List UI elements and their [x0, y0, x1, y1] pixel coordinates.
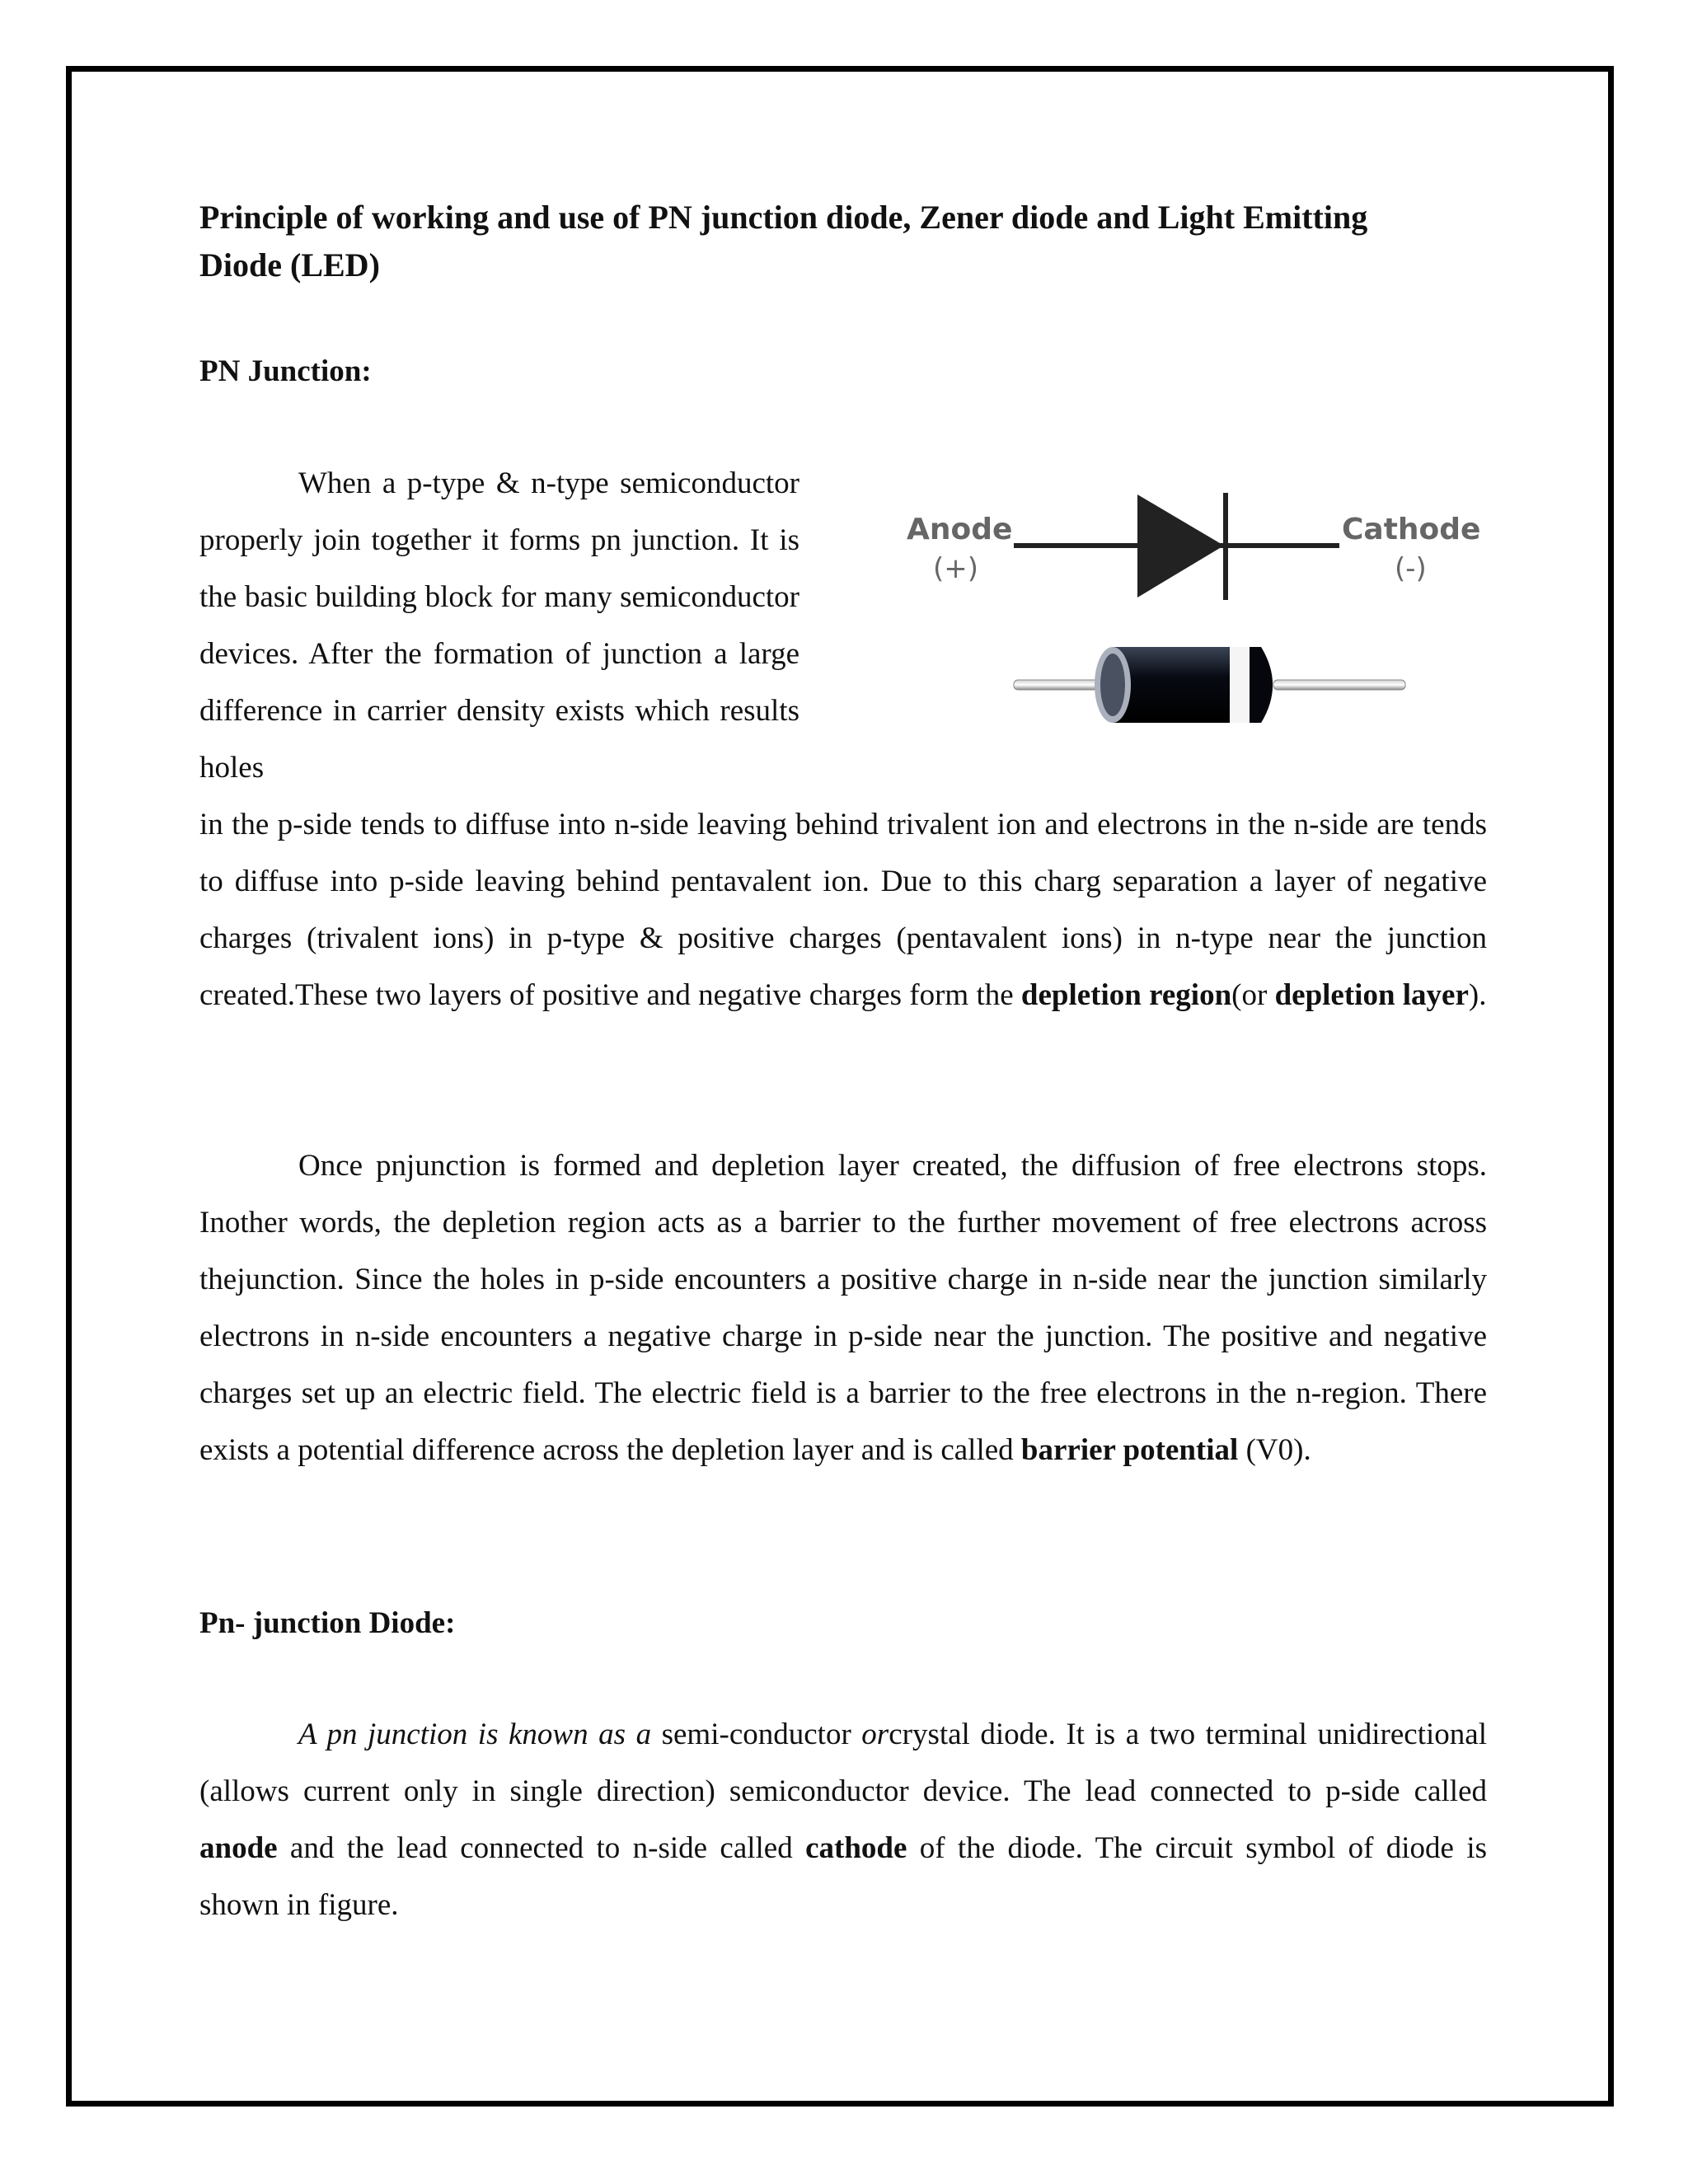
diode-illustration — [890, 470, 1500, 750]
italic-run: or — [861, 1718, 889, 1751]
anode-label: Anode — [907, 513, 1013, 546]
text-run: (V0). — [1238, 1433, 1311, 1467]
paragraph-pn-junction-intro-text: When a p-type & n-type semiconductor properly join together it forms pn junction. It is the basic building block for many semiconductor devices. After the formation of junction a large difference in carrier density exists which results holes — [199, 466, 799, 785]
cathode-label: Cathode — [1342, 513, 1481, 546]
term-depletion-region: depletion region — [1020, 978, 1232, 1012]
italic-run: A pn junction is known as a — [298, 1718, 652, 1751]
paragraph-pn-junction-diode — [199, 1706, 1487, 1933]
paragraph-barrier-potential — [199, 1137, 1487, 1479]
section-heading-pn-junction: PN Junction: — [199, 354, 372, 388]
section-heading-pn-junction-diode: Pn- junction Diode: — [199, 1606, 456, 1640]
term-cathode: cathode — [805, 1831, 907, 1865]
text-run: crystal diode. It is a two terminal unidirectional (allows current only in single direction) semiconductor device. The lead connected to p-side called — [199, 1718, 1487, 1808]
text-run: semi-conductor — [651, 1718, 862, 1751]
anode-sign: (+) — [933, 552, 979, 585]
text-run: (or — [1231, 978, 1275, 1012]
paragraph-pn-junction-continued — [199, 796, 1487, 1024]
term-barrier-potential: barrier potential — [1020, 1433, 1239, 1467]
paragraph-pn-junction-intro — [199, 455, 799, 796]
text-run: in the p-side tends to diffuse into n-side leaving behind trivalent ion and electrons in the n-side are tends to diffuse into p-side leaving behind pentavalent ion. Due to this charg separation a layer of negative charges (trivalent ions) in p-type & positive charges (pentavalent ions) in n-type near the junction created.These two layers of positive and negative charges form the — [199, 808, 1487, 1012]
diode-component — [1014, 647, 1405, 723]
text-run: Once pnjunction is formed and depletion layer created, the diffusion of free electrons stops. Inother words, the depletion region acts as a barrier to the further movement of free electrons across thejunction. Since the holes in p-side encounters a positive charge in n-side near the junction similarly electrons in n-side encounters a negative charge in p-side near the junction. The positive and negative charges set up an electric field. The electric field is a barrier to the free electrons in the n-region. There exists a potential difference across the depletion layer and is called — [199, 1149, 1487, 1467]
document-title: Principle of working and use of PN junction diode, Zener diode and Light Emitting Diode (LED) — [199, 199, 1368, 284]
cathode-sign: (-) — [1395, 552, 1427, 585]
text-run: and the lead connected to n-side called — [277, 1831, 806, 1865]
text-run: of the diode. The circuit symbol of diode is shown in figure. — [199, 1831, 1487, 1922]
text-run: ). — [1468, 978, 1487, 1012]
diode-symbol — [1014, 493, 1339, 600]
term-anode: anode — [199, 1831, 278, 1865]
term-depletion-layer: depletion layer — [1274, 978, 1469, 1012]
diode-figure — [890, 470, 1500, 750]
